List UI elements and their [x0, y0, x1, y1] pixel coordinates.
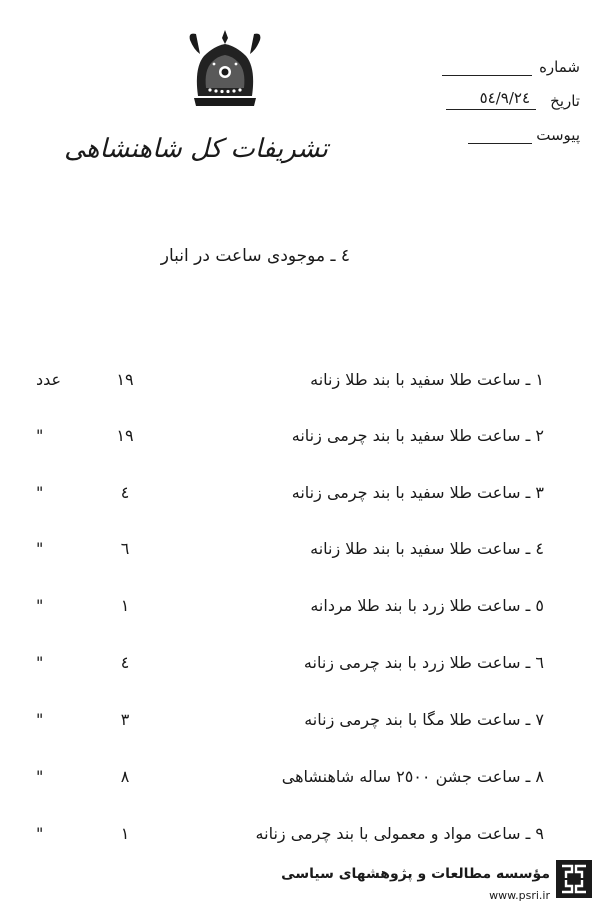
- document-meta: [420, 58, 580, 160]
- item-description: ٦ ـ ساعت طلا زرد با بند چرمی زنانه: [303, 653, 544, 672]
- item-unit: ": [36, 767, 44, 786]
- list-item: [0, 483, 600, 513]
- list-item: [0, 710, 600, 740]
- item-description: ٧ ـ ساعت طلا مگا با بند چرمی زنانه: [304, 710, 544, 729]
- item-quantity: ٤: [120, 653, 130, 672]
- attachment-row: [420, 126, 580, 160]
- list-item: [0, 767, 600, 797]
- item-quantity: ٨: [120, 767, 130, 786]
- list-item: [0, 653, 600, 683]
- item-description: ٤ ـ ساعت طلا سفید با بند طلا زنانه: [310, 539, 544, 558]
- item-quantity: ١: [120, 596, 130, 615]
- number-label: شماره: [539, 58, 580, 76]
- item-description: ٥ ـ ساعت طلا زرد با بند طلا مردانه: [310, 596, 544, 615]
- list-item: [0, 539, 600, 569]
- list-item: [0, 596, 600, 626]
- attachment-line: [468, 143, 532, 144]
- item-quantity: ١٩: [116, 370, 134, 389]
- item-unit: ": [36, 824, 44, 843]
- list-item: [0, 824, 600, 854]
- organization-name: تشریفات کل شاهنشاهی: [64, 134, 328, 164]
- date-row: [420, 89, 580, 126]
- attachment-label: پیوست: [536, 126, 580, 144]
- item-quantity: ٤: [120, 483, 130, 502]
- item-description: ٨ ـ ساعت جشن ٢٥٠٠ ساله شاهنشاهی: [281, 767, 544, 786]
- item-unit: ": [36, 710, 44, 729]
- date-line: [446, 109, 536, 110]
- item-unit: عدد: [36, 370, 62, 389]
- psri-logo-icon: [556, 860, 592, 898]
- item-description: ١ ـ ساعت طلا سفید با بند طلا زنانه: [310, 370, 544, 389]
- item-unit: ": [36, 483, 44, 502]
- number-line: [442, 75, 532, 76]
- item-unit: ": [36, 653, 44, 672]
- list-item: [0, 370, 600, 400]
- item-quantity: ٣: [120, 710, 130, 729]
- institute-watermark: مؤسسه مطالعات و پژوهشهای سیاسی: [281, 866, 550, 882]
- item-unit: ": [36, 596, 44, 615]
- list-item: [0, 426, 600, 456]
- number-row: [420, 58, 580, 92]
- section-heading: ٤ ـ موجودی ساعت در انبار: [160, 246, 350, 266]
- item-quantity: ١٩: [116, 426, 134, 445]
- item-quantity: ٦: [120, 539, 130, 558]
- item-unit: ": [36, 426, 44, 445]
- date-label: تاریخ: [550, 92, 580, 110]
- item-description: ٢ ـ ساعت طلا سفید با بند چرمی زنانه: [291, 426, 544, 445]
- item-description: ٩ ـ ساعت مواد و معمولی با بند چرمی زنانه: [255, 824, 544, 843]
- item-description: ٣ ـ ساعت طلا سفید با بند چرمی زنانه: [291, 483, 544, 502]
- crown-emblem-icon: [184, 28, 266, 110]
- item-quantity: ١: [120, 824, 130, 843]
- item-unit: ": [36, 539, 44, 558]
- institute-url: www.psri.ir: [489, 889, 550, 902]
- date-value: ٥٤/٩/٢٤: [479, 89, 530, 107]
